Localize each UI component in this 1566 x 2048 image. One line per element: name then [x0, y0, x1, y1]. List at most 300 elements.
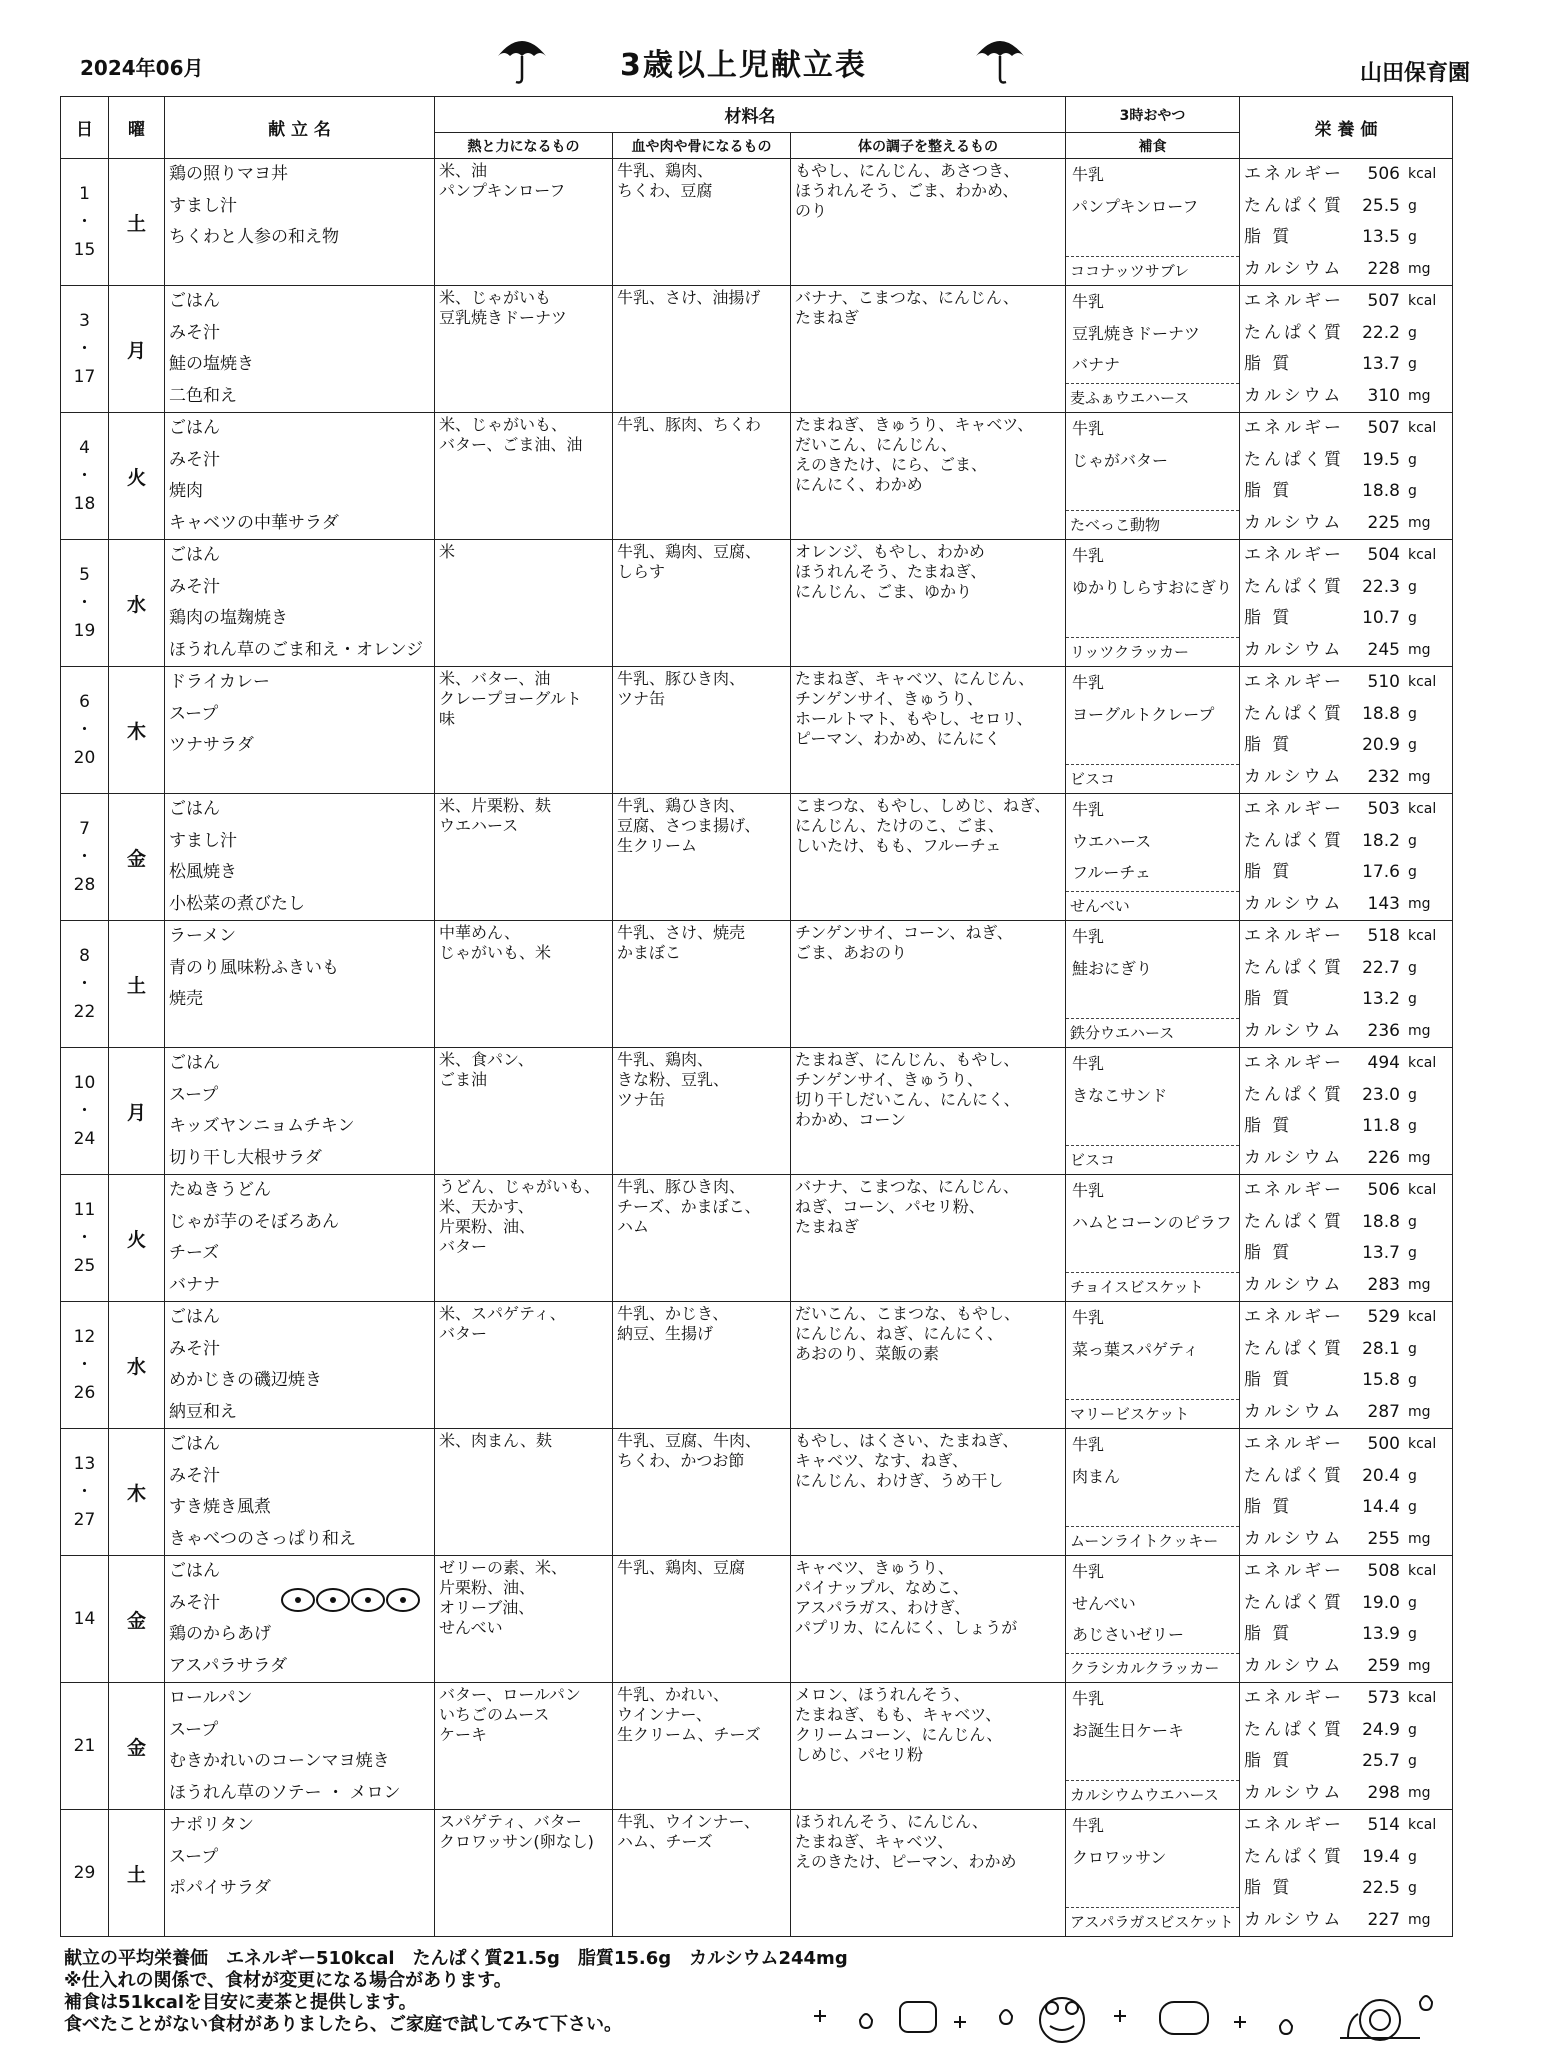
weekday-cell: 土 [109, 159, 165, 286]
nutrition-row [1240, 1873, 1452, 1905]
nutrition-label: エネルギー [1244, 1180, 1345, 1200]
nutrition-label: 脂 質 [1244, 227, 1293, 247]
average-nutrition: 献立の平均栄養価 エネルギー510kcal たんぱく質21.5g 脂質15.6g カルシウム244mg [64, 1948, 848, 1969]
weekday-cell: 土 [109, 921, 165, 1048]
col-weekday-header: 曜 [109, 97, 165, 159]
nutrition-row [1240, 1238, 1452, 1270]
snack-cell [1066, 1810, 1240, 1937]
nutrition-label: 脂 質 [1244, 481, 1293, 501]
snack-item: 牛乳 [1072, 800, 1105, 819]
menu-row [61, 1302, 1453, 1429]
nutrition-value: 22.5 [1362, 1878, 1400, 1898]
dish-name: 鶏の照りマヨ丼 [169, 164, 288, 184]
nutrition-unit: g [1407, 959, 1417, 976]
nutrition-label: たんぱく質 [1244, 1211, 1345, 1232]
nutrition-label: 脂 質 [1244, 1624, 1293, 1644]
supplement-item: チョイスビスケット [1066, 1272, 1239, 1301]
nutrition-label: たんぱく質 [1244, 1592, 1345, 1613]
dish-cell [165, 1810, 435, 1937]
dish-name: ラーメン [169, 926, 237, 946]
snack-cell [1066, 1302, 1240, 1429]
menu-row [61, 1683, 1453, 1810]
nutrition-unit: mg [1407, 641, 1431, 658]
nutrition-label: たんぱく質 [1244, 957, 1345, 978]
snack-item: ハムとコーンのピラフ [1072, 1212, 1232, 1232]
snack-item: 肉まん [1072, 1466, 1121, 1486]
nutrition-row [1240, 1016, 1452, 1048]
dish-name: ごはん [169, 799, 220, 819]
nutrition-value: 310 [1367, 385, 1400, 406]
nutrition-label: たんぱく質 [1244, 576, 1345, 597]
nutrition-value: 227 [1367, 1909, 1400, 1930]
nutrition-unit: mg [1407, 1657, 1431, 1674]
nutrition-value: 504 [1367, 545, 1400, 565]
tone-ingredients: ほうれんそう、にんじん、 たまねぎ、キャベツ、 えのきたけ、ピーマン、わかめ [791, 1810, 1066, 1937]
nutrition-label: エネルギー [1244, 1688, 1345, 1708]
snack-cell [1066, 1556, 1240, 1683]
nutrition-value: 500 [1367, 1434, 1400, 1454]
supplement-item: リッツクラッカー [1066, 637, 1239, 666]
nutrition-label: エネルギー [1244, 1561, 1345, 1581]
dish-name: ナポリタン [169, 1815, 254, 1835]
nutrition-row [1240, 445, 1452, 477]
nutrition-label: たんぱく質 [1244, 322, 1345, 343]
body-ingredients: 牛乳、豚ひき肉、 チーズ、かまぼこ、 ハム [613, 1175, 791, 1302]
nutrition-label: カルシウム [1244, 1655, 1344, 1676]
body-ingredients: 牛乳、かれい、 ウインナー、 生クリーム、チーズ [613, 1683, 791, 1810]
nutrition-unit: mg [1407, 387, 1431, 404]
nutrition-label: カルシウム [1244, 1147, 1344, 1168]
nutrition-row [1240, 254, 1452, 286]
nutrition-value: 20.4 [1362, 1465, 1400, 1486]
nutrition-row [1240, 1651, 1452, 1683]
nutrition-row [1240, 1080, 1452, 1112]
dish-name: キッズヤンニョムチキン [169, 1116, 355, 1136]
dish-name: 鶏のからあげ [169, 1624, 271, 1644]
menu-body [61, 159, 1453, 1937]
snack-item: 牛乳 [1072, 292, 1105, 311]
snack-item: 牛乳 [1072, 419, 1105, 438]
nutrition-row [1240, 1302, 1452, 1334]
nutrition-label: たんぱく質 [1244, 830, 1345, 851]
dish-name: スープ [169, 1846, 219, 1867]
nutrition-label: 脂 質 [1244, 1243, 1293, 1263]
nutrition-value: 506 [1367, 164, 1400, 184]
nutrition-label: カルシウム [1244, 766, 1344, 787]
menu-row [61, 1175, 1453, 1302]
dish-cell [165, 1683, 435, 1810]
supplement-item: せんべい [1066, 891, 1239, 920]
nutrition-label: たんぱく質 [1244, 1719, 1345, 1740]
nutrition-row [1240, 1397, 1452, 1429]
tone-ingredients: オレンジ、もやし、わかめ ほうれんそう、たまねぎ、 にんじん、ごま、ゆかり [791, 540, 1066, 667]
umbrella-icon [494, 30, 550, 86]
tone-ingredients: キャベツ、きゅうり、 パイナップル、なめこ、 アスパラガス、わけぎ、 パプリカ、にんにく、しょうが [791, 1556, 1066, 1683]
nutrition-row [1240, 1143, 1452, 1175]
nutrition-unit: kcal [1407, 928, 1437, 944]
menu-row [61, 1429, 1453, 1556]
nutrition-unit: mg [1407, 260, 1431, 277]
nutrition-label: エネルギー [1244, 672, 1345, 692]
tone-ingredients: たまねぎ、にんじん、もやし、 チンゲンサイ、きゅうり、 切り干しだいこん、にんにく、 わかめ、コーン [791, 1048, 1066, 1175]
nutrition-cell [1240, 921, 1453, 1048]
dish-name: ごはん [169, 1307, 220, 1327]
menu-row [61, 921, 1453, 1048]
snack-item: クロワッサン [1072, 1847, 1167, 1867]
nutrition-cell [1240, 1683, 1453, 1810]
supplement-item: 鉄分ウエハース [1066, 1018, 1239, 1047]
nutrition-unit: g [1407, 356, 1417, 372]
nutrition-value: 17.6 [1362, 862, 1400, 882]
dish-name: ドライカレー [169, 672, 270, 692]
nutrition-value: 13.7 [1362, 354, 1400, 374]
body-ingredients: 牛乳、鶏肉、豆腐 [613, 1556, 791, 1683]
note-supplement: 補食は51kcalを目安に麦茶と提供します。 [64, 1992, 417, 2013]
nutrition-value: 13.2 [1362, 989, 1400, 1009]
weekday-cell: 木 [109, 667, 165, 794]
weekday-cell: 火 [109, 413, 165, 540]
nutrition-value: 25.7 [1362, 1751, 1400, 1771]
supplement-item: 麦ふぁウエハース [1066, 383, 1239, 412]
nutrition-unit: mg [1407, 1149, 1431, 1166]
weekday-cell: 月 [109, 1048, 165, 1175]
nutrition-label: エネルギー [1244, 545, 1345, 565]
snack-cell [1066, 1683, 1240, 1810]
nutrition-unit: g [1407, 1848, 1417, 1865]
nutrition-row [1240, 857, 1452, 889]
nutrition-row [1240, 1715, 1452, 1747]
nutrition-value: 503 [1367, 799, 1400, 819]
weekday-cell: 金 [109, 794, 165, 921]
nutrition-row [1240, 667, 1452, 699]
nutrition-value: 226 [1367, 1147, 1400, 1168]
day-cell: 6 ・ 20 [61, 667, 109, 794]
nutrition-cell [1240, 1810, 1453, 1937]
nutrition-label: カルシウム [1244, 1020, 1344, 1041]
dish-name: みそ汁 [169, 1338, 220, 1359]
body-ingredients: 牛乳、ウインナー、 ハム、チーズ [613, 1810, 791, 1937]
nutrition-label: エネルギー [1244, 418, 1345, 438]
nutrition-value: 18.8 [1362, 703, 1400, 724]
snack-item: パンプキンローフ [1072, 196, 1199, 216]
nutrition-cell [1240, 1556, 1453, 1683]
nutrition-row [1240, 540, 1452, 572]
nutrition-row [1240, 794, 1452, 826]
supplement-item: ココナッツサブレ [1066, 256, 1239, 285]
snack-item: 牛乳 [1072, 673, 1105, 692]
snack-item: お誕生日ケーキ [1072, 1720, 1185, 1740]
nutrition-unit: g [1407, 324, 1417, 341]
nutrition-value: 20.9 [1362, 735, 1400, 755]
dish-cell [165, 1175, 435, 1302]
col-tone-group: 体の調子を整えるもの [791, 133, 1066, 159]
dish-name: スープ [169, 703, 219, 724]
nutrition-row [1240, 603, 1452, 635]
nutrition-unit: kcal [1407, 547, 1437, 563]
nutrition-row [1240, 1207, 1452, 1239]
dish-name: アスパラサラダ [169, 1655, 288, 1676]
nutrition-row [1240, 1492, 1452, 1524]
dish-name: バナナ [169, 1274, 220, 1295]
col-nutrition-header: 栄 養 価 [1240, 97, 1453, 159]
nutrition-row [1240, 318, 1452, 350]
nutrition-row [1240, 413, 1452, 445]
nutrition-value: 143 [1367, 893, 1400, 914]
snack-item: ゆかりしらすおにぎり [1072, 577, 1233, 597]
nutrition-row [1240, 730, 1452, 762]
nutrition-unit: mg [1407, 1022, 1431, 1039]
nutrition-cell [1240, 413, 1453, 540]
nutrition-value: 25.5 [1362, 195, 1400, 216]
nutrition-row [1240, 1175, 1452, 1207]
rain-frog-snail-decoration-icon [800, 1980, 1500, 2046]
nutrition-unit: kcal [1407, 1055, 1437, 1071]
nutrition-unit: kcal [1407, 1563, 1437, 1579]
tone-ingredients: もやし、はくさい、たまねぎ、 キャベツ、なす、ねぎ、 にんじん、わけぎ、うめ干し [791, 1429, 1066, 1556]
col-day-header: 日 [61, 97, 109, 159]
snack-item: あじさいゼリー [1072, 1625, 1185, 1644]
nutrition-label: エネルギー [1244, 1053, 1345, 1073]
nutrition-label: たんぱく質 [1244, 195, 1345, 216]
nutrition-label: 脂 質 [1244, 989, 1293, 1009]
nutrition-value: 259 [1367, 1655, 1400, 1676]
nutrition-row [1240, 1365, 1452, 1397]
dish-name: ほうれん草のごま和え・オレンジ [169, 639, 424, 660]
nutrition-value: 287 [1367, 1401, 1400, 1422]
nutrition-unit: kcal [1407, 1309, 1437, 1325]
nutrition-label: 脂 質 [1244, 862, 1293, 882]
nutrition-value: 507 [1367, 418, 1400, 438]
dish-cell [165, 667, 435, 794]
umbrella-icon [972, 30, 1028, 86]
nutrition-label: カルシウム [1244, 1782, 1344, 1803]
supplement-item: ビスコ [1066, 1145, 1239, 1174]
snack-item: 鮭おにぎり [1072, 958, 1153, 978]
nutrition-value: 514 [1367, 1815, 1400, 1835]
supplement-item: アスパラガスビスケット [1066, 1907, 1239, 1936]
menu-row [61, 540, 1453, 667]
nutrition-unit: g [1407, 705, 1417, 722]
col-energy-group: 熱と力になるもの [435, 133, 613, 159]
supplement-item: クラシカルクラッカー [1066, 1653, 1239, 1682]
day-cell: 7 ・ 28 [61, 794, 109, 921]
dish-name: キャベツの中華サラダ [169, 512, 339, 533]
nutrition-cell [1240, 286, 1453, 413]
nutrition-unit: g [1407, 1118, 1417, 1134]
nutrition-unit: mg [1407, 1403, 1431, 1420]
tone-ingredients: だいこん、こまつな、もやし、 にんじん、ねぎ、にんにく、 あおのり、菜飯の素 [791, 1302, 1066, 1429]
dish-name: 鶏肉の塩麹焼き [169, 608, 288, 628]
nutrition-row [1240, 1111, 1452, 1143]
nutrition-unit: kcal [1407, 1436, 1437, 1452]
day-cell: 13 ・ 27 [61, 1429, 109, 1556]
nutrition-cell [1240, 1302, 1453, 1429]
body-ingredients: 牛乳、鶏ひき肉、 豆腐、さつま揚げ、 生クリーム [613, 794, 791, 921]
nutrition-row [1240, 762, 1452, 794]
nutrition-unit: g [1407, 1340, 1417, 1357]
nutrition-value: 15.8 [1362, 1370, 1400, 1390]
nutrition-label: エネルギー [1244, 1434, 1345, 1454]
body-ingredients: 牛乳、鶏肉、豆腐、 しらす [613, 540, 791, 667]
nutrition-row [1240, 984, 1452, 1016]
nutrition-value: 22.3 [1362, 576, 1400, 597]
tone-ingredients: バナナ、こまつな、にんじん、 ねぎ、コーン、パセリ粉、 たまねぎ [791, 1175, 1066, 1302]
nutrition-unit: mg [1407, 514, 1431, 531]
nutrition-label: カルシウム [1244, 1909, 1344, 1930]
menu-row [61, 1048, 1453, 1175]
nutrition-unit: g [1407, 1499, 1417, 1515]
col-ingredients-header: 材料名 [435, 97, 1066, 133]
dish-name: ちくわと人参の和え物 [169, 227, 339, 247]
nutrition-row [1240, 953, 1452, 985]
snack-item: 牛乳 [1072, 1562, 1105, 1581]
dish-cell [165, 794, 435, 921]
body-ingredients: 牛乳、鶏肉、 ちくわ、豆腐 [613, 159, 791, 286]
dish-name: スープ [169, 1084, 219, 1105]
snack-item: ヨーグルトクレープ [1072, 704, 1215, 724]
nutrition-value: 508 [1367, 1561, 1400, 1581]
nutrition-unit: kcal [1407, 293, 1437, 309]
col-snack-header: 3時おやつ [1066, 97, 1240, 133]
nutrition-value: 22.2 [1362, 322, 1400, 343]
tone-ingredients: バナナ、こまつな、にんじん、 たまねぎ [791, 286, 1066, 413]
snack-cell [1066, 1048, 1240, 1175]
energy-ingredients: 米、片栗粉、麸 ウエハース [435, 794, 613, 921]
energy-ingredients: 米、スパゲティ、 バター [435, 1302, 613, 1429]
nutrition-label: カルシウム [1244, 639, 1344, 660]
energy-ingredients: バター、ロールパン いちごのムース ケーキ [435, 1683, 613, 1810]
nutrition-unit: g [1407, 737, 1417, 753]
nutrition-cell [1240, 159, 1453, 286]
nutrition-label: カルシウム [1244, 1528, 1344, 1549]
weekday-cell: 火 [109, 1175, 165, 1302]
nutrition-row [1240, 889, 1452, 921]
dish-name: じゃが芋のそぼろあん [169, 1211, 339, 1232]
snack-item: 牛乳 [1072, 1435, 1105, 1454]
dish-name: 切り干し大根サラダ [169, 1147, 322, 1168]
snack-item: 豆乳焼きドーナツ [1072, 323, 1200, 343]
dish-cell [165, 413, 435, 540]
nutrition-label: エネルギー [1244, 1815, 1345, 1835]
nutrition-label: 脂 質 [1244, 354, 1293, 374]
nutrition-value: 518 [1367, 926, 1400, 946]
nutrition-row [1240, 349, 1452, 381]
nutrition-row [1240, 286, 1452, 318]
nutrition-label: たんぱく質 [1244, 449, 1345, 470]
nutrition-unit: mg [1407, 768, 1431, 785]
snack-cell [1066, 159, 1240, 286]
nutrition-row [1240, 191, 1452, 223]
nutrition-value: 10.7 [1362, 608, 1400, 628]
dish-name: ごはん [169, 418, 220, 438]
nutrition-row [1240, 222, 1452, 254]
dish-name: 小松菜の煮びたし [169, 893, 305, 914]
nutrition-label: エネルギー [1244, 291, 1345, 311]
nutrition-unit: g [1407, 864, 1417, 880]
dish-name: ごはん [169, 1561, 220, 1581]
dish-cell [165, 1302, 435, 1429]
nutrition-label: 脂 質 [1244, 1751, 1293, 1771]
note-ingredient-change: ※仕入れの関係で、食材が変更になる場合があります。 [64, 1970, 512, 1991]
weekday-cell: 金 [109, 1556, 165, 1683]
dish-name: 焼売 [169, 989, 203, 1009]
nutrition-row [1240, 1461, 1452, 1493]
dish-name: めかじきの磯辺焼き [169, 1370, 322, 1390]
tone-ingredients: たまねぎ、キャベツ、にんじん、 チンゲンサイ、きゅうり、 ホールトマト、もやし、セロリ、 ピーマン、わかめ、にんにく [791, 667, 1066, 794]
nutrition-row [1240, 1619, 1452, 1651]
nutrition-row [1240, 1556, 1452, 1588]
nutrition-row [1240, 1842, 1452, 1874]
nutrition-value: 245 [1367, 639, 1400, 660]
day-cell: 8 ・ 22 [61, 921, 109, 1048]
nutrition-cell [1240, 667, 1453, 794]
nutrition-value: 573 [1367, 1688, 1400, 1708]
nutrition-unit: g [1407, 483, 1417, 499]
supplement-item: たべっこ動物 [1066, 510, 1239, 539]
body-ingredients: 牛乳、豚肉、ちくわ [613, 413, 791, 540]
nutrition-unit: kcal [1407, 801, 1437, 817]
dish-name: 青のり風味粉ふきいも [169, 957, 339, 978]
nutrition-row [1240, 476, 1452, 508]
nutrition-unit: g [1407, 1372, 1417, 1388]
dish-cell [165, 921, 435, 1048]
snack-cell [1066, 286, 1240, 413]
energy-ingredients: 中華めん、 じゃがいも、米 [435, 921, 613, 1048]
nutrition-cell [1240, 1429, 1453, 1556]
snack-cell [1066, 921, 1240, 1048]
snack-item: きなこサンド [1072, 1085, 1168, 1105]
energy-ingredients: スパゲティ、バター クロワッサン(卵なし) [435, 1810, 613, 1937]
nutrition-value: 22.7 [1362, 957, 1400, 978]
nutrition-value: 529 [1367, 1307, 1400, 1327]
nutrition-label: たんぱく質 [1244, 703, 1345, 724]
body-ingredients: 牛乳、豆腐、牛肉、 ちくわ、かつお節 [613, 1429, 791, 1556]
day-cell: 11 ・ 25 [61, 1175, 109, 1302]
nutrition-row [1240, 826, 1452, 858]
weekday-cell: 木 [109, 1429, 165, 1556]
dish-name: ごはん [169, 291, 220, 311]
dish-name: すまし汁 [169, 195, 237, 216]
school-name: 山田保育園 [1359, 61, 1470, 86]
nutrition-unit: g [1407, 832, 1417, 849]
snack-item: 牛乳 [1072, 1181, 1105, 1200]
snack-cell [1066, 413, 1240, 540]
nutrition-row [1240, 381, 1452, 413]
energy-ingredients: 米 [435, 540, 613, 667]
tone-ingredients: こまつな、もやし、しめじ、ねぎ、 にんじん、たけのこ、ごま、 しいたけ、もも、フルーチェ [791, 794, 1066, 921]
nutrition-row [1240, 635, 1452, 667]
day-cell: 29 [61, 1810, 109, 1937]
menu-row [61, 286, 1453, 413]
nutrition-row [1240, 1746, 1452, 1778]
nutrition-row [1240, 1334, 1452, 1366]
nutrition-row [1240, 1778, 1452, 1810]
nutrition-row [1240, 921, 1452, 953]
nutrition-unit: g [1407, 451, 1417, 468]
dish-name: チーズ [169, 1243, 220, 1263]
snack-item: フルーチェ [1072, 863, 1151, 882]
snack-cell [1066, 794, 1240, 921]
menu-row [61, 667, 1453, 794]
nutrition-row [1240, 699, 1452, 731]
dish-name: みそ汁 [169, 1465, 220, 1486]
dish-name: むきかれいのコーンマヨ焼き [169, 1751, 390, 1771]
col-dish-header: 献 立 名 [165, 97, 435, 159]
dish-name: みそ汁 [169, 576, 220, 597]
nutrition-label: 脂 質 [1244, 1497, 1293, 1517]
nutrition-unit: mg [1407, 1530, 1431, 1547]
nutrition-unit: mg [1407, 895, 1431, 912]
